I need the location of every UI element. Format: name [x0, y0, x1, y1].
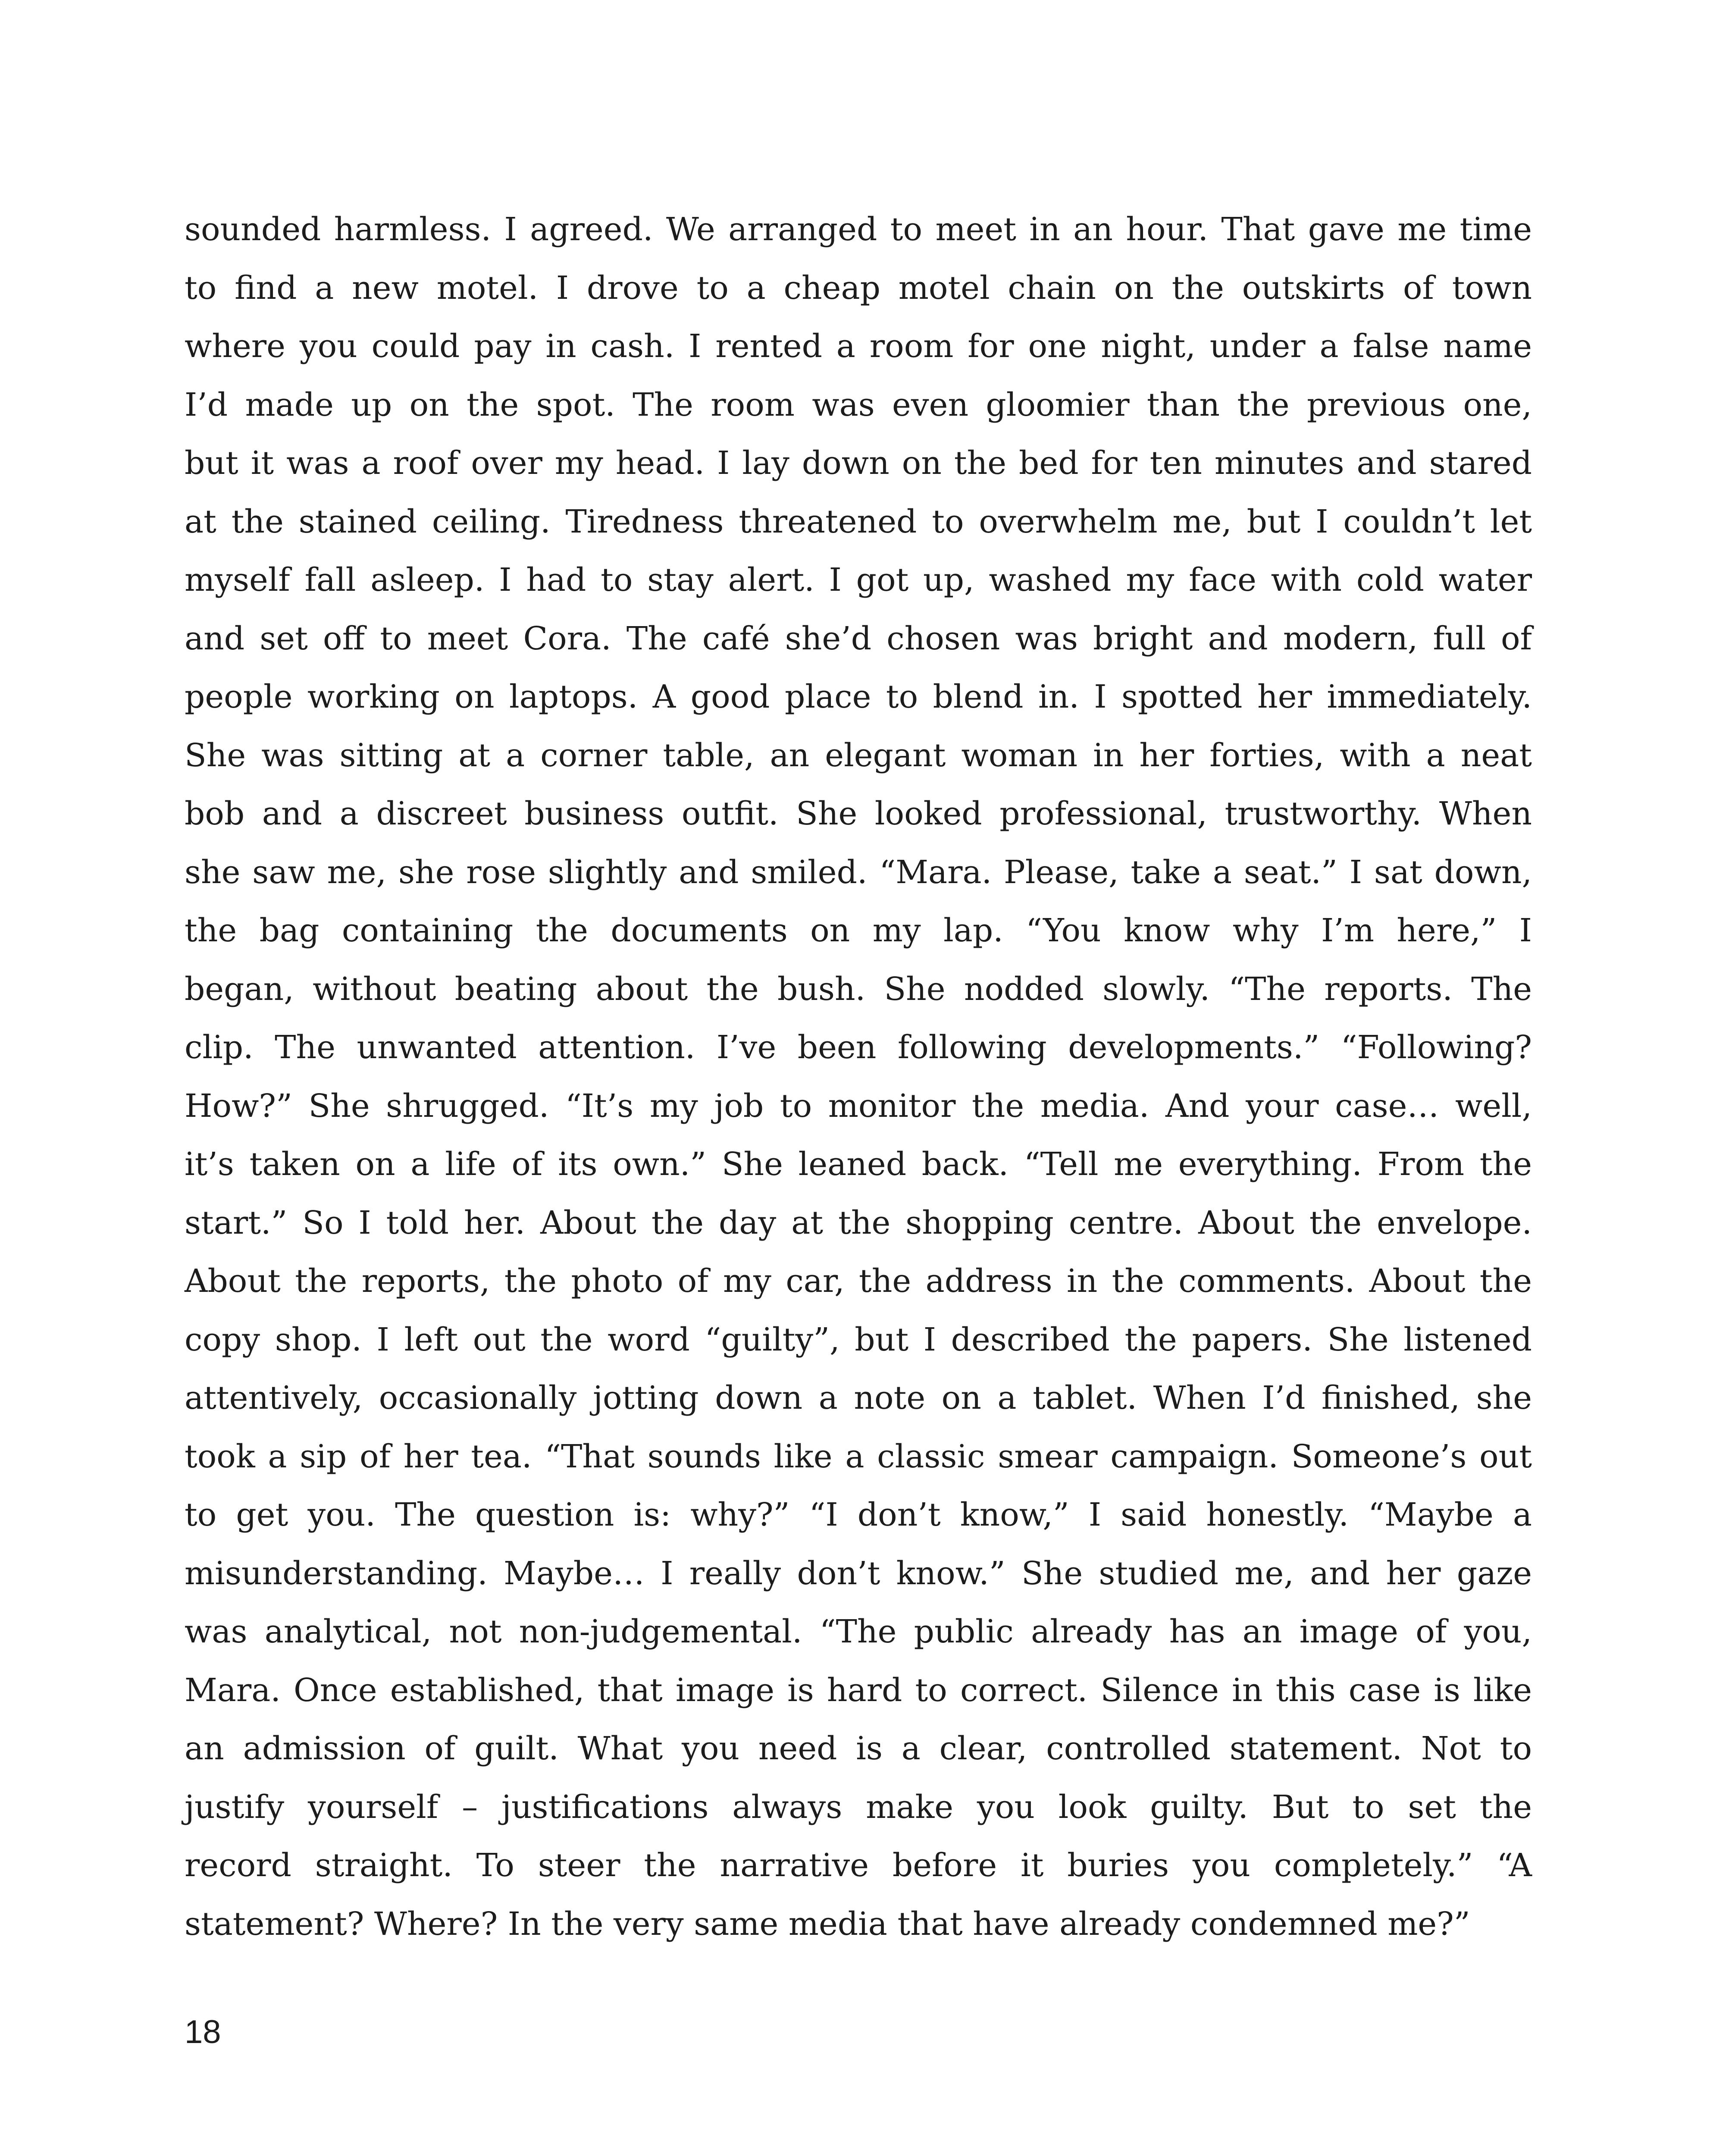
text-line: bob and a discreet business outfit. She looked professional, trustworthy. When	[185, 795, 1532, 832]
text-line: to find a new motel. I drove to a cheap motel chain on the outskirts of town	[185, 269, 1532, 307]
text-line: copy shop. I left out the word “guilty”, but I described the papers. She listened	[185, 1321, 1532, 1358]
text-line: was analytical, not non-judgemental. “The public already has an image of you,	[185, 1613, 1532, 1650]
text-line: it’s taken on a life of its own.” She leaned back. “Tell me everything. From the	[185, 1146, 1532, 1183]
text-line: but it was a roof over my head. I lay down on the bed for ten minutes and stared	[185, 445, 1532, 482]
text-line: sounded harmless. I agreed. We arranged to meet in an hour. That gave me time	[185, 211, 1532, 248]
text-line: justify yourself – justifications always make you look guilty. But to set the	[185, 1788, 1532, 1826]
text-line: began, without beating about the bush. She nodded slowly. “The reports. The	[185, 970, 1532, 1008]
text-line: record straight. To steer the narrative before it buries you completely.” “A	[185, 1847, 1532, 1884]
text-line: at the stained ceiling. Tiredness threatened to overwhelm me, but I couldn’t let	[185, 503, 1532, 540]
text-line: clip. The unwanted attention. I’ve been following developments.” “Following?	[185, 1029, 1532, 1066]
text-line: I’d made up on the spot. The room was even gloomier than the previous one,	[185, 386, 1532, 423]
text-line: How?” She shrugged. “It’s my job to monitor the media. And your case… well,	[185, 1087, 1532, 1125]
page-number: 18	[185, 2014, 221, 2050]
text-line: attentively, occasionally jotting down a note on a tablet. When I’d finished, she	[185, 1379, 1532, 1416]
text-line: misunderstanding. Maybe… I really don’t know.” She studied me, and her gaze	[185, 1554, 1532, 1592]
text-line: where you could pay in cash. I rented a room for one night, under a false name	[185, 328, 1532, 365]
text-line: About the reports, the photo of my car, the address in the comments. About the	[185, 1263, 1532, 1300]
text-line: myself fall asleep. I had to stay alert. I got up, washed my face with cold water	[185, 561, 1532, 599]
text-line: she saw me, she rose slightly and smiled. “Mara. Please, take a seat.” I sat down,	[185, 853, 1532, 891]
text-line: took a sip of her tea. “That sounds like a classic smear campaign. Someone’s out	[185, 1438, 1532, 1475]
text-line: to get you. The question is: why?” “I don’t know,” I said honestly. “Maybe a	[185, 1496, 1532, 1533]
text-line: an admission of guilt. What you need is a clear, controlled statement. Not to	[185, 1730, 1532, 1767]
text-line: and set off to meet Cora. The café she’d chosen was bright and modern, full of	[185, 620, 1532, 657]
text-line: She was sitting at a corner table, an elegant woman in her forties, with a neat	[185, 736, 1532, 774]
text-line: people working on laptops. A good place to blend in. I spotted her immediately.	[185, 678, 1532, 715]
text-line: statement? Where? In the very same media that have already condemned me?”	[185, 1905, 1470, 1943]
body-text	[185, 201, 1532, 1953]
text-line: Mara. Once established, that image is hard to correct. Silence in this case is like	[185, 1671, 1532, 1709]
text-line: the bag containing the documents on my lap. “You know why I’m here,” I	[185, 912, 1532, 949]
text-line: start.” So I told her. About the day at the shopping centre. About the envelope.	[185, 1204, 1532, 1241]
